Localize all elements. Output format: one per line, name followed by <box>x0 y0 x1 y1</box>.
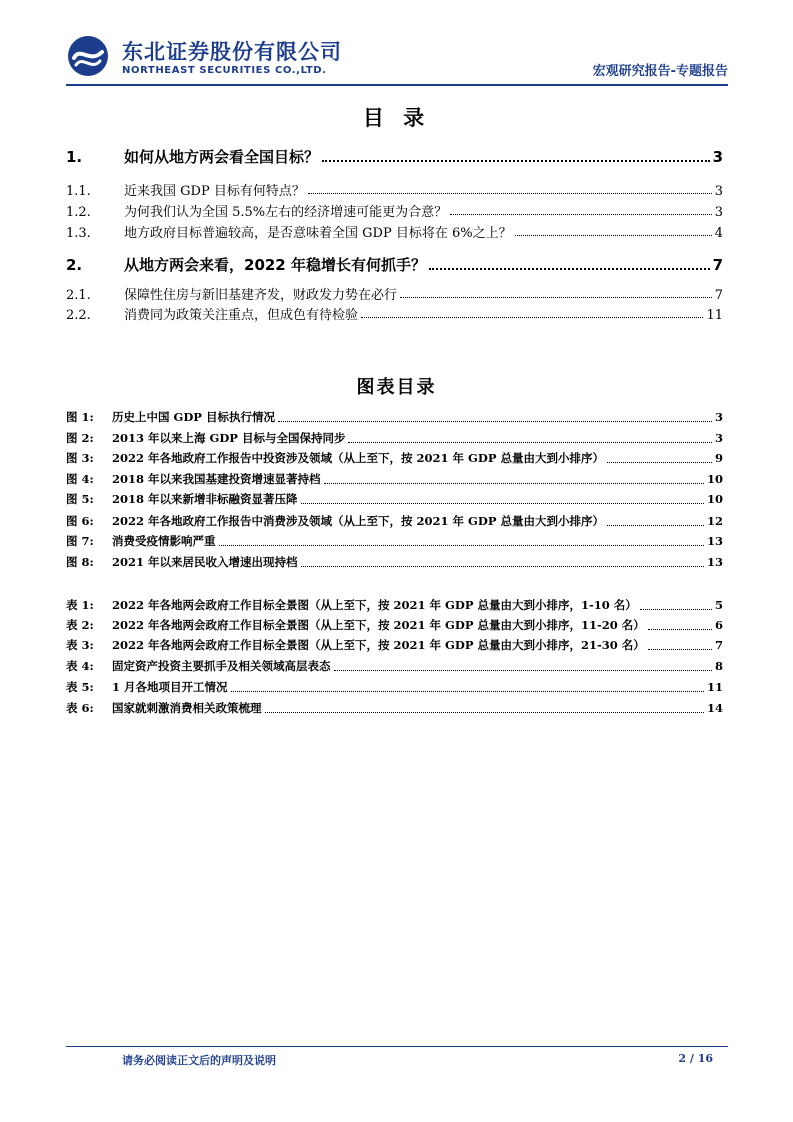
footer-divider <box>66 1046 728 1047</box>
figure-entry-page: 12 <box>706 514 723 528</box>
dot-leader <box>361 317 703 318</box>
toc-entry-text: 为何我们认为全国 5.5%左右的经济增速可能更为合意？ <box>124 205 448 220</box>
dot-leader <box>648 649 712 650</box>
table-entry-number: 表 6: <box>66 701 94 715</box>
figure-entry-number: 图 2: <box>66 431 94 445</box>
figure-entry-number: 图 8: <box>66 555 94 569</box>
page-indicator: 2 / 16 <box>678 1052 713 1065</box>
figure-entry-number: 图 3: <box>66 451 94 465</box>
figure-entry-page: 10 <box>706 492 723 506</box>
dot-leader <box>607 525 704 526</box>
figure-entry[interactable] <box>66 533 723 549</box>
figure-entry-text: 2021 年以来居民收入增速出现持档 <box>112 555 298 569</box>
figure-entry-number: 图 4: <box>66 472 94 486</box>
figure-entry-page: 13 <box>706 534 723 548</box>
table-entry[interactable] <box>66 700 723 716</box>
table-entry[interactable] <box>66 658 723 674</box>
toc-entry-page: 3 <box>712 148 723 166</box>
toc-entry[interactable] <box>66 201 723 220</box>
table-entry-number: 表 2: <box>66 618 94 632</box>
figure-entry-number: 图 5: <box>66 492 94 506</box>
toc-entry[interactable] <box>66 180 723 199</box>
table-entry-page: 6 <box>714 618 723 632</box>
figure-entry-text: 2022 年各地政府工作报告中投资涉及领域（从上至下，按 2021 年 GDP 总量由大到小排序） <box>112 451 604 465</box>
toc-entry-text: 从地方两会来看，2022 年稳增长有何抓手？ <box>124 256 426 274</box>
toc-entry-text: 地方政府目标普遍较高，是否意味着全国 GDP 目标将在 6%之上？ <box>124 226 512 241</box>
dot-leader <box>607 462 712 463</box>
report-type: 宏观研究报告-专题报告 <box>592 64 728 79</box>
toc-entry-page: 3 <box>714 205 723 220</box>
dot-leader <box>334 670 712 671</box>
footer-disclaimer: 请务必阅读正文后的声明及说明 <box>122 1054 276 1067</box>
figure-entry-page: 3 <box>714 410 723 424</box>
figure-entry-text: 历史上中国 GDP 目标执行情况 <box>112 410 275 424</box>
figure-entry[interactable] <box>66 450 723 466</box>
table-entry-page: 5 <box>714 598 723 612</box>
figure-entry-number: 图 6: <box>66 514 94 528</box>
table-entry-text: 2022 年各地两会政府工作目标全景图（从上至下，按 2021 年 GDP 总量由大到小排序，1-10 名） <box>112 598 637 612</box>
dot-leader <box>400 297 712 298</box>
northeast-securities-logo-icon <box>66 34 110 78</box>
toc-entry[interactable] <box>66 254 723 275</box>
figure-entry[interactable] <box>66 409 723 425</box>
figure-entry-number: 图 1: <box>66 410 94 424</box>
table-entry-page: 8 <box>714 659 723 673</box>
dot-leader <box>324 483 704 484</box>
dot-leader <box>429 268 710 270</box>
dot-leader <box>640 609 712 610</box>
dot-leader <box>308 193 712 194</box>
dot-leader <box>219 545 704 546</box>
figure-entry[interactable] <box>66 554 723 570</box>
table-entry[interactable] <box>66 679 723 695</box>
page-header <box>66 30 728 82</box>
toc-title: 目 录 <box>362 106 431 130</box>
figure-entry-text: 2013 年以来上海 GDP 目标与全国保持同步 <box>112 431 346 445</box>
toc-entry-text: 保障性住房与新旧基建齐发，财政发力势在必行 <box>124 288 398 303</box>
toc-entry-page: 4 <box>714 226 723 241</box>
toc-entry-number: 1.2. <box>66 205 91 220</box>
figure-entry-page: 3 <box>714 431 723 445</box>
figure-entry-page: 10 <box>706 472 723 486</box>
table-entry-text: 2022 年各地两会政府工作目标全景图（从上至下，按 2021 年 GDP 总量由大到小排序，11-20 名） <box>112 618 645 632</box>
figure-entry-text: 2018 年以来我国基建投资增速显著持档 <box>112 472 321 486</box>
figure-entry-number: 图 7: <box>66 534 94 548</box>
dot-leader <box>278 421 712 422</box>
toc-entry-number: 2.2. <box>66 308 91 323</box>
table-entry[interactable] <box>66 617 723 633</box>
toc-entry-page: 3 <box>714 184 723 199</box>
toc-entry-number: 1. <box>66 148 83 166</box>
table-entry-page: 11 <box>706 680 723 694</box>
dot-leader <box>301 503 704 504</box>
figure-entry[interactable] <box>66 513 723 529</box>
toc-entry-number: 1.3. <box>66 226 91 241</box>
table-entry-number: 表 5: <box>66 680 94 694</box>
toc-entry-text: 近来我国 GDP 目标有何特点？ <box>124 184 305 199</box>
figure-entry-text: 消费受疫情影响严重 <box>112 534 216 548</box>
table-entry[interactable] <box>66 637 723 653</box>
toc-entry-page: 11 <box>706 308 723 323</box>
table-entry-page: 14 <box>706 701 723 715</box>
table-entry-text: 2022 年各地两会政府工作目标全景图（从上至下，按 2021 年 GDP 总量由大到小排序，21-30 名） <box>112 638 645 652</box>
toc-entry-page: 7 <box>714 288 723 303</box>
toc-entry[interactable] <box>66 284 723 303</box>
company-name-en: NORTHEAST SECURITIES CO.,LTD. <box>122 65 327 76</box>
figure-entry-text: 2022 年各地政府工作报告中消费涉及领域（从上至下，按 2021 年 GDP 总量由大到小排序） <box>112 514 604 528</box>
dot-leader <box>322 160 710 162</box>
dot-leader <box>231 691 704 692</box>
toc-entry-number: 2. <box>66 256 83 274</box>
figure-entry[interactable] <box>66 471 723 487</box>
toc-entry-number: 2.1. <box>66 288 91 303</box>
company-name-cn: 东北证券股份有限公司 <box>122 40 342 64</box>
table-entry[interactable] <box>66 597 723 613</box>
dot-leader <box>348 442 712 443</box>
table-entry-page: 7 <box>714 638 723 652</box>
toc-entry[interactable] <box>66 304 723 323</box>
dot-leader <box>515 235 712 236</box>
figure-entry-page: 9 <box>714 451 723 465</box>
table-entry-number: 表 4: <box>66 659 94 673</box>
toc-entry[interactable] <box>66 146 723 167</box>
toc-entry[interactable] <box>66 222 723 241</box>
toc-entry-text: 如何从地方两会看全国目标？ <box>124 148 320 166</box>
header-divider <box>66 84 728 86</box>
dot-leader <box>450 214 712 215</box>
table-entry-text: 固定资产投资主要抓手及相关领域高层表态 <box>112 659 331 673</box>
dot-leader <box>265 712 704 713</box>
figure-entry[interactable] <box>66 430 723 446</box>
toc-entry-number: 1.1. <box>66 184 91 199</box>
table-entry-text: 1 月各地项目开工情况 <box>112 680 228 694</box>
dot-leader <box>648 629 712 630</box>
toc-entry-page: 7 <box>712 256 723 274</box>
table-entry-text: 国家就刺激消费相关政策梳理 <box>112 701 262 715</box>
table-entry-number: 表 3: <box>66 638 94 652</box>
figure-entry-text: 2018 年以来新增非标融资显著压降 <box>112 492 298 506</box>
table-entry-number: 表 1: <box>66 598 94 612</box>
figures-list-title: 图表目录 <box>356 377 437 398</box>
figure-entry[interactable] <box>66 491 723 507</box>
figure-entry-page: 13 <box>706 555 723 569</box>
dot-leader <box>301 566 704 567</box>
toc-entry-text: 消费同为政策关注重点，但成色有待检验 <box>124 308 359 323</box>
